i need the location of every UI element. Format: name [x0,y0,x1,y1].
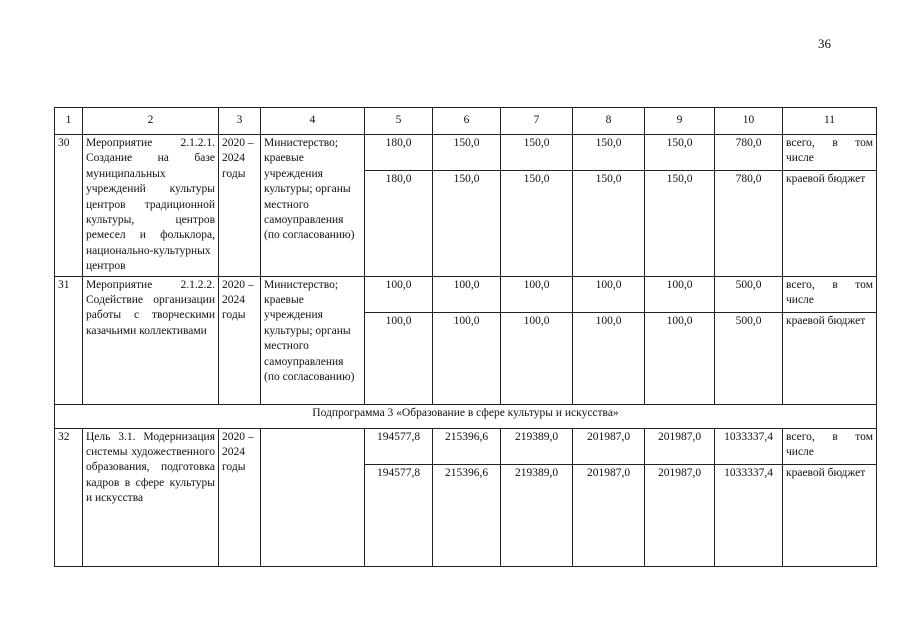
funding-source: краевой бюджет [783,464,877,566]
row-number: 30 [55,135,83,277]
value-cell: 150,0 [501,171,573,276]
value-cell: 194577,8 [365,428,433,464]
subprogram-row [55,404,877,428]
value-cell: 180,0 [365,171,433,276]
value-cell: 150,0 [645,135,715,171]
value-cell: 215396,6 [433,464,501,566]
measure-name: Цель 3.1. Модернизация системы художественного образования, подготовка кадров в сфере культуры и искусства [83,428,219,566]
value-cell: 201987,0 [573,464,645,566]
value-cell: 194577,8 [365,464,433,566]
column-header: 7 [501,108,573,135]
value-cell: 215396,6 [433,428,501,464]
subprogram-title: Подпрограмма 3 «Образование в сфере культуры и искусства» [55,404,877,428]
column-header: 8 [573,108,645,135]
value-cell: 100,0 [645,276,715,312]
value-cell: 100,0 [573,276,645,312]
row-number: 31 [55,276,83,404]
funding-source: всего, в том числе [783,428,877,464]
funding-source: всего, в том числе [783,276,877,312]
value-cell: 100,0 [501,276,573,312]
value-cell: 100,0 [433,276,501,312]
measure-name: Мероприятие 2.1.2.1. Создание на базе муниципальных учреждений культуры центров традиционной культуры, центров ремесел и фольклора, национально-культурных центров [83,135,219,277]
program-table [54,107,877,567]
value-cell: 100,0 [645,312,715,404]
column-header: 9 [645,108,715,135]
column-header: 3 [219,108,261,135]
period-cell: 2020 – 2024 годы [219,276,261,404]
value-cell: 150,0 [433,171,501,276]
measure-name: Мероприятие 2.1.2.2. Содействие организации работы с творческими казачьими коллективами [83,276,219,404]
total-cell: 1033337,4 [715,428,783,464]
page-number: 36 [818,36,831,51]
table-row [55,428,877,464]
funding-source: краевой бюджет [783,171,877,276]
executor-cell [261,428,365,566]
table-row [55,276,877,312]
total-cell: 500,0 [715,312,783,404]
funding-source: всего, в том числе [783,135,877,171]
value-cell: 100,0 [365,276,433,312]
value-cell: 150,0 [501,135,573,171]
table-header-row [55,108,877,135]
value-cell: 100,0 [573,312,645,404]
value-cell: 219389,0 [501,428,573,464]
period-cell: 2020 – 2024 годы [219,135,261,277]
column-header: 6 [433,108,501,135]
value-cell: 201987,0 [573,428,645,464]
column-header: 5 [365,108,433,135]
total-cell: 780,0 [715,135,783,171]
column-header: 10 [715,108,783,135]
value-cell: 201987,0 [645,464,715,566]
value-cell: 150,0 [645,171,715,276]
row-number: 32 [55,428,83,566]
funding-source: краевой бюджет [783,312,877,404]
total-cell: 780,0 [715,171,783,276]
total-cell: 500,0 [715,276,783,312]
executor-cell: Министерство; краевые учреждения культуры; органы местного самоуправления (по согласованию) [261,135,365,277]
executor-cell: Министерство; краевые учреждения культуры; органы местного самоуправления (по согласованию) [261,276,365,404]
value-cell: 100,0 [501,312,573,404]
table-row [55,135,877,171]
value-cell: 150,0 [573,171,645,276]
value-cell: 219389,0 [501,464,573,566]
value-cell: 100,0 [365,312,433,404]
value-cell: 150,0 [573,135,645,171]
column-header: 1 [55,108,83,135]
value-cell: 150,0 [433,135,501,171]
column-header: 2 [83,108,219,135]
total-cell: 1033337,4 [715,464,783,566]
value-cell: 180,0 [365,135,433,171]
column-header: 4 [261,108,365,135]
value-cell: 201987,0 [645,428,715,464]
period-cell: 2020 – 2024 годы [219,428,261,566]
value-cell: 100,0 [433,312,501,404]
column-header: 11 [783,108,877,135]
